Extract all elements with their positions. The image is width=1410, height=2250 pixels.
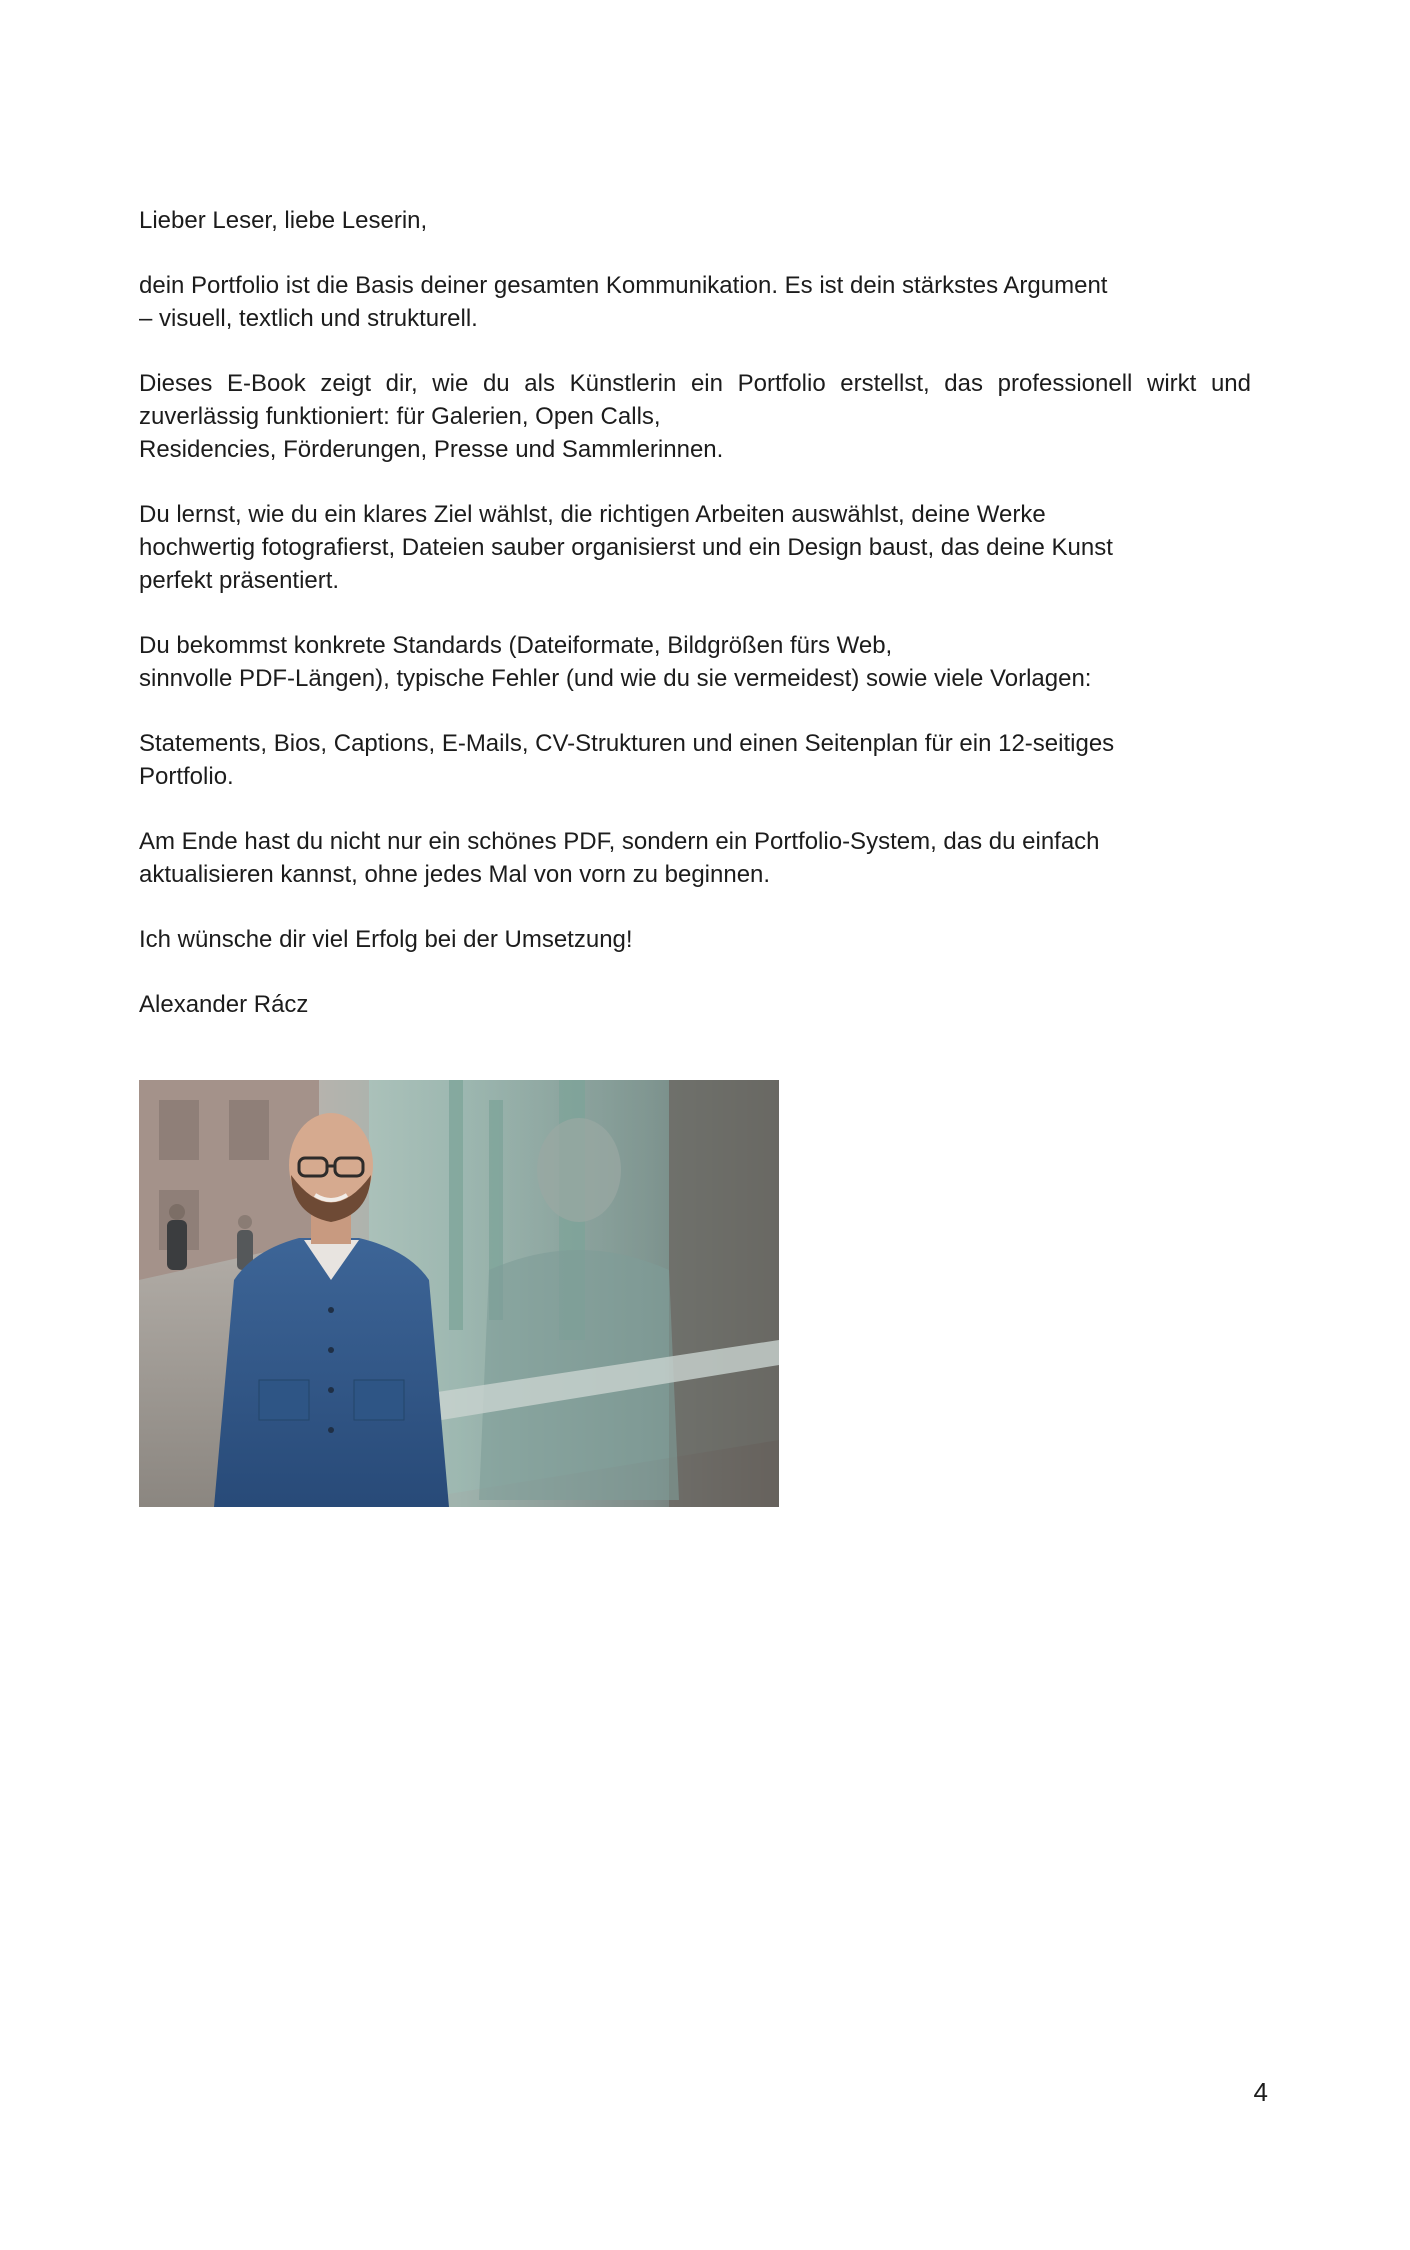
paragraph-standards bbox=[139, 629, 1251, 695]
paragraph-outcome bbox=[139, 825, 1251, 891]
paragraph-portfolio-basis bbox=[139, 269, 1251, 335]
letter-body bbox=[139, 204, 1251, 1053]
text-line: Du lernst, wie du ein klares Ziel wählst, die richtigen Arbeiten auswählst, deine Werke bbox=[139, 501, 1046, 528]
text-line: Du bekommst konkrete Standards (Dateiformate, Bildgrößen fürs Web, bbox=[139, 632, 893, 659]
paragraph-wishes bbox=[139, 923, 1251, 956]
text-line: aktualisieren kannst, ohne jedes Mal von vorn zu beginnen. bbox=[139, 861, 771, 888]
paragraph-ebook-intro bbox=[139, 367, 1251, 466]
text-line: zuverlässig funktioniert: für Galerien, Open Calls, bbox=[139, 403, 661, 430]
text-line: dein Portfolio ist die Basis deiner gesamten Kommunikation. Es ist dein stärkstes Argument bbox=[139, 272, 1108, 299]
text-line: Residencies, Förderungen, Presse und Sammlerinnen. bbox=[139, 436, 724, 463]
page-number: 4 bbox=[1253, 2077, 1268, 2107]
text-line: sinnvolle PDF-Längen), typische Fehler (und wie du sie vermeidest) sowie viele Vorlagen: bbox=[139, 665, 1092, 692]
author-portrait-photo bbox=[139, 1080, 779, 1507]
paragraph-learning bbox=[139, 498, 1251, 597]
paragraph-templates bbox=[139, 727, 1251, 793]
text-line: – visuell, textlich und strukturell. bbox=[139, 305, 478, 332]
text-line: Am Ende hast du nicht nur ein schönes PDF, sondern ein Portfolio-System, das du einfach bbox=[139, 828, 1100, 855]
text-line: Portfolio. bbox=[139, 763, 234, 790]
text-line: Ich wünsche dir viel Erfolg bei der Umsetzung! bbox=[139, 926, 633, 953]
text-line: Dieses E-Book zeigt dir, wie du als Künstlerin ein Portfolio erstellst, das professionell wirkt und bbox=[139, 370, 1251, 397]
text-line: hochwertig fotografierst, Dateien sauber organisierst und ein Design baust, das deine Kunst bbox=[139, 534, 1113, 561]
text-line: Statements, Bios, Captions, E-Mails, CV-Strukturen und einen Seitenplan für ein 12-seitiges bbox=[139, 730, 1115, 757]
signature: Alexander Rácz bbox=[139, 991, 309, 1018]
salutation: Lieber Leser, liebe Leserin, bbox=[139, 207, 428, 234]
text-line: perfekt präsentiert. bbox=[139, 567, 340, 594]
